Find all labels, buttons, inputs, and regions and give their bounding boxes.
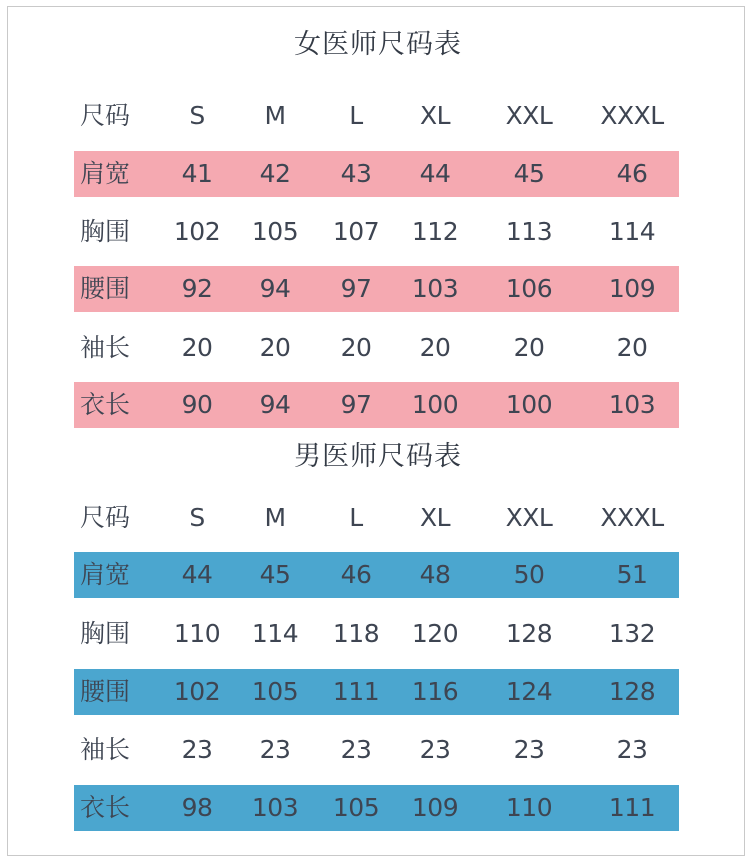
men-size-xxl: XXL bbox=[505, 503, 553, 532]
row-label: 腰围 bbox=[80, 274, 131, 303]
table-cell: 20 bbox=[340, 333, 372, 362]
table-cell: 43 bbox=[340, 159, 372, 188]
men-row-chest bbox=[0, 611, 756, 657]
table-cell: 20 bbox=[513, 333, 545, 362]
table-cell: 116 bbox=[411, 677, 459, 706]
table-cell: 94 bbox=[259, 390, 291, 419]
table-cell: 20 bbox=[616, 333, 648, 362]
row-label: 胸围 bbox=[80, 619, 131, 648]
men-row-sleeve bbox=[0, 727, 756, 773]
men-table-title: 男医师尺码表 bbox=[294, 441, 462, 472]
women-table-title: 女医师尺码表 bbox=[294, 29, 462, 60]
table-cell: 107 bbox=[332, 217, 380, 246]
table-cell: 23 bbox=[340, 735, 372, 764]
table-cell: 20 bbox=[259, 333, 291, 362]
table-cell: 51 bbox=[616, 560, 648, 589]
table-cell: 118 bbox=[332, 619, 380, 648]
table-cell: 94 bbox=[259, 274, 291, 303]
row-label: 肩宽 bbox=[80, 159, 131, 188]
men-header-label: 尺码 bbox=[80, 503, 131, 532]
table-cell: 114 bbox=[251, 619, 299, 648]
table-cell: 23 bbox=[259, 735, 291, 764]
table-cell: 105 bbox=[332, 793, 380, 822]
table-cell: 23 bbox=[181, 735, 213, 764]
women-size-xl: XL bbox=[419, 101, 451, 130]
men-row-waist bbox=[0, 669, 756, 715]
women-row-length bbox=[0, 382, 756, 428]
table-cell: 103 bbox=[251, 793, 299, 822]
table-cell: 23 bbox=[419, 735, 451, 764]
men-size-s: S bbox=[189, 503, 205, 532]
men-size-m: M bbox=[264, 503, 286, 532]
women-row-waist bbox=[0, 266, 756, 312]
table-cell: 110 bbox=[173, 619, 221, 648]
men-row-length bbox=[0, 785, 756, 831]
table-cell: 90 bbox=[181, 390, 213, 419]
table-cell: 113 bbox=[505, 217, 553, 246]
table-cell: 97 bbox=[340, 390, 372, 419]
table-cell: 92 bbox=[181, 274, 213, 303]
table-cell: 102 bbox=[173, 677, 221, 706]
women-size-s: S bbox=[189, 101, 205, 130]
table-cell: 45 bbox=[259, 560, 291, 589]
row-label: 肩宽 bbox=[80, 560, 131, 589]
table-cell: 102 bbox=[173, 217, 221, 246]
row-label: 袖长 bbox=[80, 735, 131, 764]
table-cell: 112 bbox=[411, 217, 459, 246]
table-cell: 50 bbox=[513, 560, 545, 589]
table-cell: 120 bbox=[411, 619, 459, 648]
women-size-m: M bbox=[264, 101, 286, 130]
table-cell: 105 bbox=[251, 217, 299, 246]
table-cell: 100 bbox=[505, 390, 553, 419]
men-size-xl: XL bbox=[419, 503, 451, 532]
row-label: 袖长 bbox=[80, 333, 131, 362]
women-size-xxxl: XXXL bbox=[600, 101, 664, 130]
table-cell: 103 bbox=[411, 274, 459, 303]
table-cell: 44 bbox=[419, 159, 451, 188]
table-cell: 97 bbox=[340, 274, 372, 303]
row-label: 衣长 bbox=[80, 390, 131, 419]
table-cell: 106 bbox=[505, 274, 553, 303]
table-cell: 109 bbox=[608, 274, 656, 303]
table-cell: 98 bbox=[181, 793, 213, 822]
table-cell: 110 bbox=[505, 793, 553, 822]
table-cell: 132 bbox=[608, 619, 656, 648]
table-cell: 103 bbox=[608, 390, 656, 419]
men-size-l: L bbox=[349, 503, 363, 532]
table-cell: 128 bbox=[608, 677, 656, 706]
table-cell: 45 bbox=[513, 159, 545, 188]
men-header-row bbox=[0, 495, 756, 541]
table-cell: 114 bbox=[608, 217, 656, 246]
table-cell: 128 bbox=[505, 619, 553, 648]
men-row-shoulder bbox=[0, 552, 756, 598]
table-cell: 44 bbox=[181, 560, 213, 589]
table-cell: 20 bbox=[419, 333, 451, 362]
row-label: 腰围 bbox=[80, 677, 131, 706]
women-header-label: 尺码 bbox=[80, 101, 131, 130]
women-row-shoulder bbox=[0, 151, 756, 197]
women-row-chest bbox=[0, 209, 756, 255]
row-label: 胸围 bbox=[80, 217, 131, 246]
women-size-xxl: XXL bbox=[505, 101, 553, 130]
table-cell: 41 bbox=[181, 159, 213, 188]
table-cell: 23 bbox=[616, 735, 648, 764]
table-cell: 46 bbox=[340, 560, 372, 589]
women-row-sleeve bbox=[0, 325, 756, 371]
table-cell: 20 bbox=[181, 333, 213, 362]
table-cell: 124 bbox=[505, 677, 553, 706]
row-label: 衣长 bbox=[80, 793, 131, 822]
table-cell: 42 bbox=[259, 159, 291, 188]
table-cell: 105 bbox=[251, 677, 299, 706]
table-cell: 109 bbox=[411, 793, 459, 822]
table-cell: 111 bbox=[332, 677, 380, 706]
table-cell: 111 bbox=[608, 793, 656, 822]
women-size-l: L bbox=[349, 101, 363, 130]
table-cell: 23 bbox=[513, 735, 545, 764]
men-size-xxxl: XXXL bbox=[600, 503, 664, 532]
table-cell: 46 bbox=[616, 159, 648, 188]
table-cell: 100 bbox=[411, 390, 459, 419]
table-cell: 48 bbox=[419, 560, 451, 589]
women-header-row bbox=[0, 93, 756, 139]
